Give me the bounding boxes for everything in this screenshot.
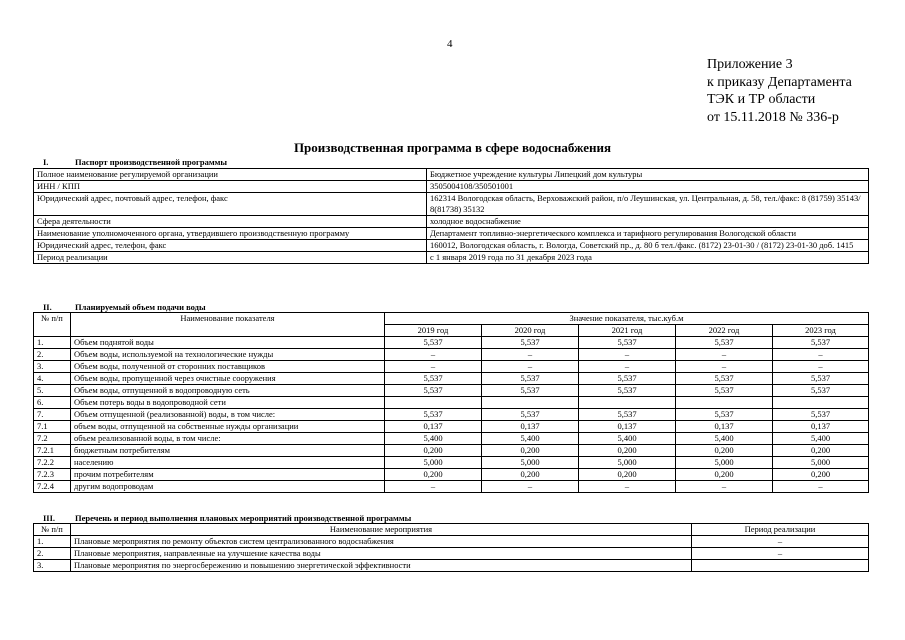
indicator-value: 5,537: [773, 385, 869, 397]
indicator-name: Объем воды, используемой на технологические нужды: [71, 349, 385, 361]
table-row: [34, 397, 869, 409]
row-number: 1.: [34, 536, 71, 548]
indicator-value: [579, 397, 676, 409]
table-row: [34, 181, 869, 193]
indicator-value: 0,137: [676, 421, 773, 433]
row-number: 7.2.2: [34, 457, 71, 469]
year-header: 2021 год: [579, 325, 676, 337]
indicator-value: –: [676, 361, 773, 373]
appendix-line: к приказу Департамента: [707, 74, 852, 90]
table-row: [34, 337, 869, 349]
row-number: 7.2.3: [34, 469, 71, 481]
indicator-value: –: [482, 361, 579, 373]
indicator-value: [385, 397, 482, 409]
row-value: с 1 января 2019 года по 31 декабря 2023 года: [427, 252, 869, 264]
indicator-value: 0,200: [773, 469, 869, 481]
page-number: 4: [447, 38, 453, 50]
table-row: [34, 536, 869, 548]
indicator-value: 5,537: [579, 409, 676, 421]
indicator-value: –: [385, 481, 482, 493]
indicator-value: 5,537: [385, 337, 482, 349]
indicator-value: –: [773, 349, 869, 361]
indicator-value: 5,537: [579, 337, 676, 349]
table-row: [34, 169, 869, 181]
indicator-value: 0,137: [579, 421, 676, 433]
row-label: Сфера деятельности: [34, 216, 427, 228]
row-number: 7.2: [34, 433, 71, 445]
indicator-value: 5,537: [676, 409, 773, 421]
passport-table: [33, 168, 869, 264]
indicator-value: [482, 397, 579, 409]
indicator-value: 5,537: [773, 409, 869, 421]
indicator-value: 5,537: [676, 373, 773, 385]
indicator-value: 0,200: [482, 469, 579, 481]
activity-period: –: [692, 536, 869, 548]
row-label: Юридический адрес, телефон, факс: [34, 240, 427, 252]
row-number: 7.2.4: [34, 481, 71, 493]
row-number: 3.: [34, 560, 71, 572]
row-number: 7.: [34, 409, 71, 421]
indicator-value: –: [579, 349, 676, 361]
indicator-value: 5,537: [482, 373, 579, 385]
row-number: 6.: [34, 397, 71, 409]
indicator-value: 5,537: [579, 373, 676, 385]
indicator-value: 0,200: [579, 469, 676, 481]
column-header-number: № п/п: [34, 524, 71, 536]
table-row: [34, 433, 869, 445]
row-number: 5.: [34, 385, 71, 397]
table-row: [34, 193, 869, 216]
indicator-value: –: [385, 349, 482, 361]
column-header-period: Период реализации: [692, 524, 869, 536]
indicator-value: 5,537: [773, 337, 869, 349]
indicator-value: 5,537: [385, 409, 482, 421]
indicator-value: 5,537: [385, 385, 482, 397]
table-row: [34, 457, 869, 469]
section-title: Планируемый объем подачи воды: [75, 302, 206, 312]
table-row: [34, 252, 869, 264]
row-label: Период реализации: [34, 252, 427, 264]
indicator-name: Объем поднятой воды: [71, 337, 385, 349]
row-label: Наименование уполномоченного органа, утвердившего производственную программу: [34, 228, 427, 240]
indicator-value: 0,137: [773, 421, 869, 433]
appendix-line: Приложение 3: [707, 57, 793, 72]
indicator-value: 5,537: [482, 385, 579, 397]
indicator-name: бюджетным потребителям: [71, 445, 385, 457]
row-value: Бюджетное учреждение культуры Липецкий дом культуры: [427, 169, 869, 181]
table-row: [34, 469, 869, 481]
year-header: 2022 год: [676, 325, 773, 337]
row-label: ИНН / КПП: [34, 181, 427, 193]
table-row: [34, 560, 869, 572]
indicator-value: –: [385, 361, 482, 373]
indicator-value: 5,537: [676, 385, 773, 397]
table-row: [34, 548, 869, 560]
row-number: 2.: [34, 548, 71, 560]
indicator-value: –: [676, 481, 773, 493]
appendix-line: от 15.11.2018 № 336-р: [707, 109, 839, 125]
indicator-value: 0,200: [676, 469, 773, 481]
indicator-value: [773, 397, 869, 409]
table-row: [34, 409, 869, 421]
indicator-value: 5,537: [482, 409, 579, 421]
section-number: I.: [43, 157, 49, 167]
row-number: 2.: [34, 349, 71, 361]
table-row: [34, 349, 869, 361]
table-row: [34, 216, 869, 228]
section-1-heading: [33, 157, 227, 167]
indicator-value: 5,000: [579, 457, 676, 469]
row-value: холодное водоснабжение: [427, 216, 869, 228]
table-row: [34, 385, 869, 397]
indicator-value: –: [482, 349, 579, 361]
indicator-value: 0,200: [579, 445, 676, 457]
section-number: III.: [43, 513, 56, 523]
table-row: [34, 445, 869, 457]
indicator-value: 5,000: [482, 457, 579, 469]
column-header-name: Наименование показателя: [71, 313, 385, 337]
indicator-value: 5,400: [676, 433, 773, 445]
indicator-name: Объем отпущенной (реализованной) воды, в том числе:: [71, 409, 385, 421]
indicator-value: [676, 397, 773, 409]
indicator-value: 5,537: [773, 373, 869, 385]
indicator-value: –: [579, 361, 676, 373]
appendix-line: ТЭК и ТР области: [707, 92, 816, 107]
indicator-name: Объем воды, полученной от сторонних поставщиков: [71, 361, 385, 373]
column-header-values: Значение показателя, тыс.куб.м: [385, 313, 869, 325]
indicator-value: –: [773, 481, 869, 493]
section-2-heading: [33, 302, 206, 312]
indicator-value: 5,400: [579, 433, 676, 445]
row-number: 3.: [34, 361, 71, 373]
indicator-name: Объем воды, пропущенной через очистные сооружения: [71, 373, 385, 385]
activity-name: Плановые мероприятия, направленные на улучшение качества воды: [71, 548, 692, 560]
section-number: II.: [43, 302, 52, 312]
water-volume-table: [33, 312, 869, 493]
indicator-name: населению: [71, 457, 385, 469]
indicator-value: –: [676, 349, 773, 361]
indicator-value: 0,200: [676, 445, 773, 457]
year-header: 2019 год: [385, 325, 482, 337]
table-row: [34, 373, 869, 385]
indicator-name: Объем потерь воды в водопроводной сети: [71, 397, 385, 409]
year-header: 2020 год: [482, 325, 579, 337]
row-number: 4.: [34, 373, 71, 385]
column-header-name: Наименование мероприятия: [71, 524, 692, 536]
activity-period: –: [692, 548, 869, 560]
row-value: Департамент топливно-энергетического комплекса и тарифного регулирования Вологодской области: [427, 228, 869, 240]
activities-table: [33, 523, 869, 572]
activity-name: Плановые мероприятия по ремонту объектов систем централизованного водоснабжения: [71, 536, 692, 548]
indicator-value: –: [579, 481, 676, 493]
table-row: [34, 361, 869, 373]
indicator-value: 5,000: [773, 457, 869, 469]
section-title: Перечень и период выполнения плановых мероприятий производственной программы: [75, 513, 412, 523]
indicator-value: 5,400: [385, 433, 482, 445]
indicator-value: 5,537: [385, 373, 482, 385]
table-row: [34, 240, 869, 252]
indicator-value: 0,200: [482, 445, 579, 457]
row-number: 7.1: [34, 421, 71, 433]
appendix-header: [707, 56, 852, 126]
indicator-value: 0,200: [773, 445, 869, 457]
row-number: 1.: [34, 337, 71, 349]
activity-period: [692, 560, 869, 572]
row-label: Полное наименование регулируемой организации: [34, 169, 427, 181]
indicator-value: –: [482, 481, 579, 493]
indicator-value: 0,200: [385, 469, 482, 481]
indicator-name: прочим потребителям: [71, 469, 385, 481]
indicator-value: 5,400: [482, 433, 579, 445]
section-3-heading: [33, 513, 411, 523]
section-title: Паспорт производственной программы: [75, 157, 228, 167]
indicator-value: –: [773, 361, 869, 373]
row-value: 162314 Вологодская область, Верховажский район, п/о Леушинская, ул. Центральная, д. 58, тел./факс: 8 (81759) 35143/ 8(81738) 35132: [427, 193, 869, 216]
indicator-name: другим водопроводам: [71, 481, 385, 493]
row-value: 3505004108/350501001: [427, 181, 869, 193]
indicator-value: 5,537: [579, 385, 676, 397]
document-title: Производственная программа в сфере водоснабжения: [293, 140, 612, 155]
row-value: 160012, Вологодская область, г. Вологда, Советский пр., д. 80 б тел./факс. (8172) 23-01-30 / (8172) 23-01-30 доб. 1415: [427, 240, 869, 252]
column-header-number: № п/п: [34, 313, 71, 337]
row-number: 7.2.1: [34, 445, 71, 457]
indicator-value: 0,137: [482, 421, 579, 433]
table-row: [34, 481, 869, 493]
table-row: [34, 421, 869, 433]
indicator-value: 5,537: [482, 337, 579, 349]
indicator-value: 0,137: [385, 421, 482, 433]
activity-name: Плановые мероприятия по энергосбережению и повышению энергетической эффективности: [71, 560, 692, 572]
table-row: [34, 228, 869, 240]
indicator-name: объем воды, отпущенной на собственные нужды организации: [71, 421, 385, 433]
indicator-value: 5,400: [773, 433, 869, 445]
indicator-value: 5,537: [676, 337, 773, 349]
indicator-name: Объем воды, отпущенной в водопроводную сеть: [71, 385, 385, 397]
year-header: 2023 год: [773, 325, 869, 337]
indicator-value: 5,000: [385, 457, 482, 469]
row-label: Юридический адрес, почтовый адрес, телефон, факс: [34, 193, 427, 216]
indicator-name: объем реализованной воды, в том числе:: [71, 433, 385, 445]
indicator-value: 0,200: [385, 445, 482, 457]
indicator-value: 5,000: [676, 457, 773, 469]
